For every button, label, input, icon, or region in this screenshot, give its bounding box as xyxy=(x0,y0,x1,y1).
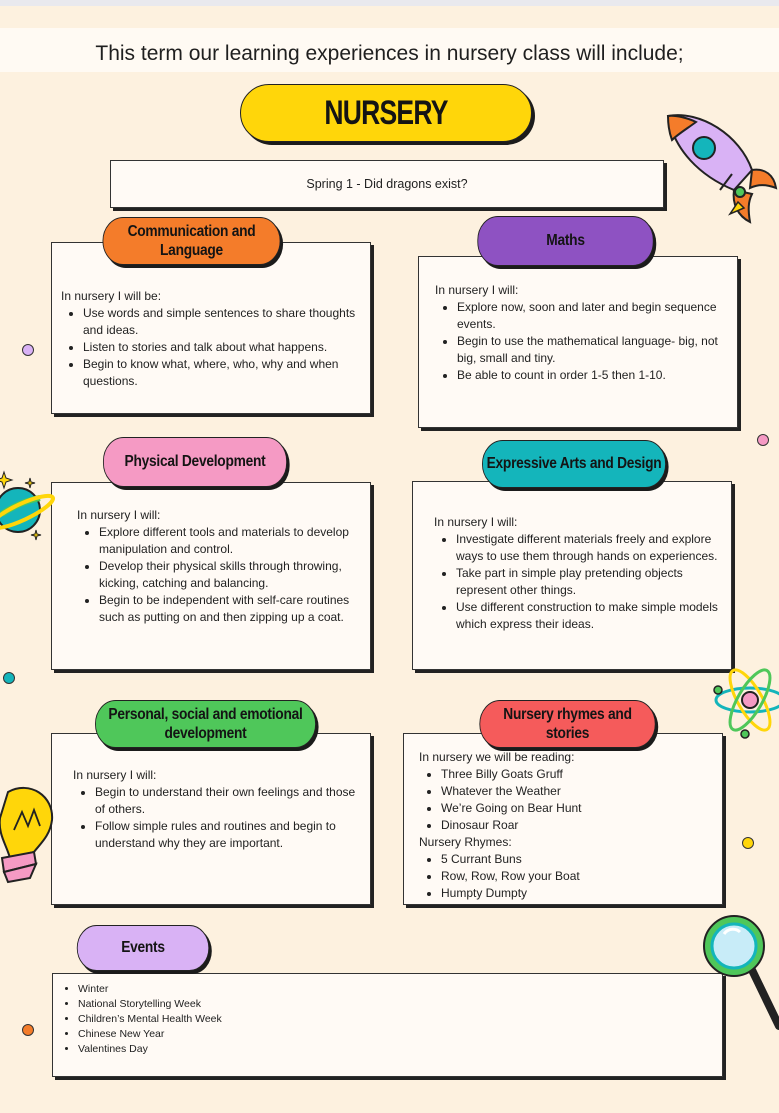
expressive-box xyxy=(412,481,732,670)
personal-intro: In nursery I will: xyxy=(73,768,157,782)
term-banner: Spring 1 - Did dragons exist? xyxy=(110,160,664,208)
maths-label: Maths xyxy=(477,216,653,266)
rhymes-label: Nursery rhymes and stories xyxy=(479,700,655,748)
list-item: • We’re Going on Bear Hunt xyxy=(441,800,714,817)
list-item: • Be able to count in order 1-5 then 1-10. xyxy=(457,367,725,384)
list-item: • Take part in simple play pretending objects represent other things. xyxy=(456,565,724,599)
maths-list xyxy=(435,299,725,384)
list-item: • Use words and simple sentences to share thoughts and ideas. xyxy=(83,305,361,339)
personal-box xyxy=(51,733,371,905)
list-item: • 5 Currant Buns xyxy=(441,851,714,868)
events-label: Events xyxy=(77,925,209,971)
magnifier-icon xyxy=(700,908,779,1030)
physical-label: Physical Development xyxy=(103,437,287,487)
physical-intro: In nursery I will: xyxy=(77,508,161,522)
list-item: • Listen to stories and talk about what happens. xyxy=(83,339,361,356)
list-item: • Develop their physical skills through throwing, kicking, catching and balancing. xyxy=(99,558,362,592)
list-item: • Begin to use the mathematical language- big, not big, small and tiny. xyxy=(457,333,725,367)
list-item: • Explore different tools and materials to develop manipulation and control. xyxy=(99,524,362,558)
list-item: • Row, Row, Row your Boat xyxy=(441,868,714,885)
events-list xyxy=(62,982,702,1057)
list-item: • Valentines Day xyxy=(78,1042,702,1057)
decor-dot xyxy=(757,434,769,446)
list-item: • Explore now, soon and later and begin sequence events. xyxy=(457,299,725,333)
expressive-list xyxy=(434,531,724,633)
rhymes-heading: Nursery Rhymes: xyxy=(419,835,512,849)
list-item: • Follow simple rules and routines and begin to understand why they are important. xyxy=(95,818,363,852)
page-title-text: NURSERY xyxy=(324,93,448,132)
rhymes-box xyxy=(403,733,723,905)
personal-label-line2: development xyxy=(164,725,247,742)
decor-dot xyxy=(3,672,15,684)
list-item: • National Storytelling Week xyxy=(78,997,702,1012)
communication-intro: In nursery I will be: xyxy=(61,289,162,303)
planet-icon xyxy=(0,470,58,550)
expressive-intro: In nursery I will: xyxy=(434,515,518,529)
list-item: • Chinese New Year xyxy=(78,1027,702,1042)
maths-box xyxy=(418,256,738,428)
rhymes-intro: In nursery we will be reading: xyxy=(419,750,575,764)
personal-label-line1: Personal, social and emotional xyxy=(108,705,303,723)
rhymes-list xyxy=(419,851,714,902)
intro-heading: This term our learning experiences in nursery class will include; xyxy=(95,42,684,65)
list-item: • Whatever the Weather xyxy=(441,783,714,800)
list-item: • Begin to be independent with self-care routines such as putting on and then zipping up a coat. xyxy=(99,592,362,626)
physical-box xyxy=(51,482,371,670)
personal-label xyxy=(95,700,316,748)
personal-list xyxy=(73,784,363,852)
events-box xyxy=(52,973,723,1077)
list-item: • Three Billy Goats Gruff xyxy=(441,766,714,783)
decor-dot xyxy=(22,344,34,356)
list-item: • Children’s Mental Health Week xyxy=(78,1012,702,1027)
expressive-label: Expressive Arts and Design xyxy=(482,440,666,488)
list-item: • Dinosaur Roar xyxy=(441,817,714,834)
lightbulb-icon xyxy=(0,782,56,888)
list-item: • Use different construction to make simple models which express their ideas. xyxy=(456,599,724,633)
list-item: • Winter xyxy=(78,982,702,997)
maths-intro: In nursery I will: xyxy=(435,283,519,297)
physical-list xyxy=(77,524,362,626)
top-strip xyxy=(0,0,779,6)
list-item: • Begin to understand their own feelings and those of others. xyxy=(95,784,363,818)
rocket-icon xyxy=(660,110,779,230)
communication-label: Communication and Language xyxy=(102,217,280,265)
page-title xyxy=(240,84,532,142)
list-item: • Humpty Dumpty xyxy=(441,885,714,902)
decor-dot xyxy=(22,1024,34,1036)
atom-icon xyxy=(712,658,779,742)
communication-box xyxy=(51,242,371,414)
decor-dot xyxy=(742,837,754,849)
list-item: • Begin to know what, where, who, why and when questions. xyxy=(83,356,361,390)
stories-list xyxy=(419,766,714,834)
list-item: • Investigate different materials freely and explore ways to use them through hands on experiences. xyxy=(456,531,724,565)
communication-list xyxy=(61,305,361,390)
